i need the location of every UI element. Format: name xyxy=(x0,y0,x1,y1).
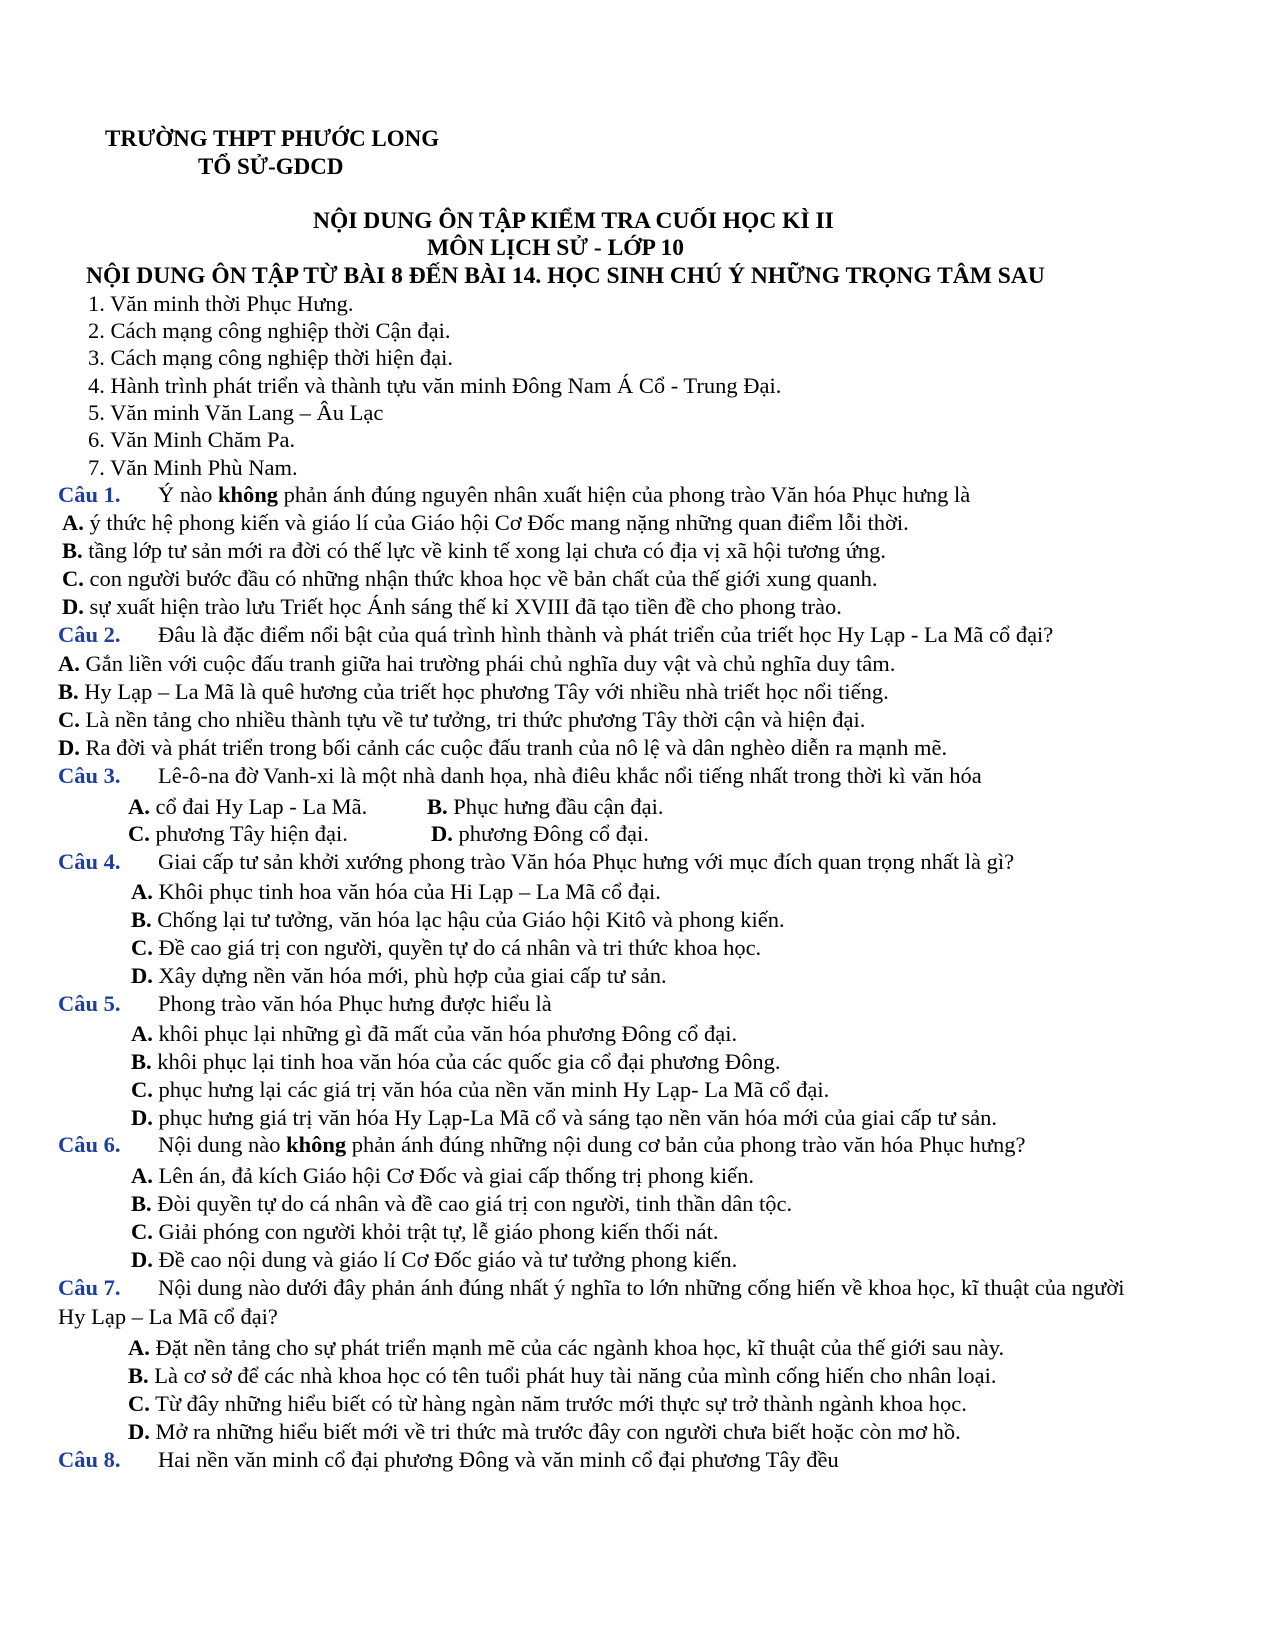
option-label: C. xyxy=(128,1391,150,1416)
option-text: sự xuất hiện trào lưu Triết học Ánh sáng thế kỉ XVIII đã tạo tiền đề cho phong trào. xyxy=(83,594,842,619)
answer-option xyxy=(128,820,348,848)
question-stem: Giai cấp tư sản khởi xướng phong trào Văn hóa Phục hưng với mục đích quan trọng nhất là gì? xyxy=(158,849,1015,874)
document-subject: MÔN LỊCH SỬ - LỚP 10 xyxy=(427,235,684,261)
question-stem: Ý nào xyxy=(158,482,218,507)
question-number: Câu 8. xyxy=(58,1447,121,1472)
answer-option xyxy=(128,793,367,821)
option-label: A. xyxy=(131,879,153,904)
question-stem-continued: Hy Lạp – La Mã cổ đại? xyxy=(58,1304,278,1329)
option-label: B. xyxy=(427,794,448,819)
answer-option xyxy=(131,906,785,934)
answer-option xyxy=(427,793,664,821)
option-text: Hy Lạp – La Mã là quê hương của triết học phương Tây với nhiều nhà triết học nổi tiếng. xyxy=(78,679,889,704)
option-label: B. xyxy=(131,1191,152,1216)
answer-option xyxy=(58,734,947,762)
answer-option xyxy=(62,593,842,621)
answer-option xyxy=(62,537,886,565)
option-text: phục hưng giá trị văn hóa Hy Lạp-La Mã cổ và sáng tạo nền văn hóa mới của giai cấp tư sản. xyxy=(152,1105,998,1130)
answer-option xyxy=(58,678,889,706)
option-label: B. xyxy=(62,538,83,563)
option-text: Phục hưng đầu cận đại. xyxy=(447,794,664,819)
answer-option xyxy=(131,1076,829,1104)
option-label: A. xyxy=(62,510,84,535)
document-scope: NỘI DUNG ÔN TẬP TỪ BÀI 8 ĐẾN BÀI 14. HỌC SINH CHÚ Ý NHỮNG TRỌNG TÂM SAU xyxy=(86,263,1045,289)
option-text: Là cơ sở để các nhà khoa học có tên tuổi phát huy tài năng của mình cống hiến cho nhân loại. xyxy=(148,1363,997,1388)
question-stem: Hai nền văn minh cổ đại phương Đông và văn minh cổ đại phương Tây đều xyxy=(158,1447,839,1472)
topic-item: 3. Cách mạng công nghiệp thời hiện đại. xyxy=(88,345,453,370)
question-stem: Phong trào văn hóa Phục hưng được hiểu là xyxy=(158,991,552,1016)
question-4 xyxy=(58,848,1014,876)
topic-item: 5. Văn minh Văn Lang – Âu Lạc xyxy=(88,400,384,425)
question-stem: Đâu là đặc điểm nổi bật của quá trình hình thành và phát triển của triết học Hy Lạp - La Mã cổ đại? xyxy=(158,622,1054,647)
option-text: Chống lại tư tưởng, văn hóa lạc hậu của Giáo hội Kitô và phong kiến. xyxy=(151,907,785,932)
option-label: B. xyxy=(58,679,79,704)
option-text: Khôi phục tinh hoa văn hóa của Hi Lạp – La Mã cổ đại. xyxy=(152,879,661,904)
answer-option xyxy=(62,509,909,537)
option-text: Ra đời và phát triển trong bối cảnh các cuộc đấu tranh của nô lệ và dân nghèo diễn ra mạnh mẽ. xyxy=(79,735,948,760)
option-text: ý thức hệ phong kiến và giáo lí của Giáo hội Cơ Đốc mang nặng những quan điểm lỗi thời. xyxy=(83,510,909,535)
option-text: cổ đai Hy Lap - La Mã. xyxy=(149,794,368,819)
option-text: phương Đông cổ đại. xyxy=(452,821,649,846)
topic-item: 7. Văn Minh Phù Nam. xyxy=(88,455,298,480)
answer-option xyxy=(431,820,649,848)
answer-option xyxy=(131,878,661,906)
topic-item: 1. Văn minh thời Phục Hưng. xyxy=(88,291,354,316)
question-number: Câu 3. xyxy=(58,763,121,788)
option-label: B. xyxy=(131,1049,152,1074)
question-6 xyxy=(58,1131,1025,1159)
option-text: Từ đây những hiểu biết có từ hàng ngàn năm trước mới thực sự trở thành ngành khoa học. xyxy=(149,1391,967,1416)
answer-option xyxy=(128,1418,961,1446)
option-text: Xây dựng nền văn hóa mới, phù hợp của giai cấp tư sản. xyxy=(152,963,667,988)
topic-item: 2. Cách mạng công nghiệp thời Cận đại. xyxy=(88,318,451,343)
answer-option xyxy=(131,1048,781,1076)
option-label: D. xyxy=(131,963,153,988)
answer-option xyxy=(131,962,667,990)
option-label: A. xyxy=(131,1021,153,1046)
topic-item: 6. Văn Minh Chăm Pa. xyxy=(88,427,296,452)
question-1 xyxy=(58,481,970,509)
option-text: phục hưng lại các giá trị văn hóa của nền văn minh Hy Lạp- La Mã cổ đại. xyxy=(152,1077,830,1102)
question-7 xyxy=(58,1274,1124,1302)
question-number: Câu 4. xyxy=(58,849,121,874)
question-number: Câu 1. xyxy=(58,482,121,507)
option-label: A. xyxy=(128,1335,150,1360)
answer-option xyxy=(58,706,865,734)
answer-option xyxy=(131,1020,737,1048)
question-number: Câu 5. xyxy=(58,991,121,1016)
question-stem: Nội dung nào xyxy=(158,1132,287,1157)
topic-item: 4. Hành trình phát triển và thành tựu văn minh Đông Nam Á Cổ - Trung Đại. xyxy=(88,373,782,398)
question-stem: phản ánh đúng những nội dung cơ bản của phong trào văn hóa Phục hưng? xyxy=(346,1132,1026,1157)
school-name: TRƯỜNG THPT PHƯỚC LONG xyxy=(105,126,440,151)
answer-option xyxy=(131,934,761,962)
option-label: B. xyxy=(128,1363,149,1388)
question-number: Câu 2. xyxy=(58,622,121,647)
option-label: B. xyxy=(131,907,152,932)
option-label: A. xyxy=(58,651,80,676)
question-stem-emphasis: không xyxy=(218,482,279,507)
option-text: Gắn liền với cuộc đấu tranh giữa hai trường phái chủ nghĩa duy vật và chủ nghĩa duy tâm. xyxy=(79,651,896,676)
question-5 xyxy=(58,990,552,1018)
answer-option xyxy=(131,1162,754,1190)
option-text: con người bước đầu có những nhận thức khoa học về bản chất của thế giới xung quanh. xyxy=(83,566,878,591)
option-text: tầng lớp tư sản mới ra đời có thế lực về kinh tế xong lại chưa có địa vị xã hội tương ứng. xyxy=(82,538,887,563)
department-name: TỔ SỬ-GDCD xyxy=(198,154,344,179)
option-label: D. xyxy=(131,1105,153,1130)
document-title: NỘI DUNG ÔN TẬP KIỂM TRA CUỐI HỌC KÌ II xyxy=(313,208,834,234)
option-text: khôi phục lại những gì đã mất của văn hóa phương Đông cổ đại. xyxy=(152,1021,738,1046)
option-label: C. xyxy=(131,1219,153,1244)
question-stem: phản ánh đúng nguyên nhân xuất hiện của phong trào Văn hóa Phục hưng là xyxy=(278,482,971,507)
answer-option xyxy=(128,1334,1004,1362)
option-label: D. xyxy=(131,1247,153,1272)
option-text: khôi phục lại tinh hoa văn hóa của các quốc gia cổ đại phương Đông. xyxy=(151,1049,781,1074)
option-label: C. xyxy=(131,935,153,960)
option-text: Giải phóng con người khỏi trật tự, lễ giáo phong kiến thối nát. xyxy=(152,1219,719,1244)
option-text: Lên án, đả kích Giáo hội Cơ Đốc và giai cấp thống trị phong kiến. xyxy=(152,1163,755,1188)
question-3 xyxy=(58,762,982,790)
answer-option xyxy=(128,1390,967,1418)
answer-option xyxy=(58,650,895,678)
option-text: Đề cao giá trị con người, quyền tự do cá nhân và tri thức khoa học. xyxy=(152,935,762,960)
answer-option xyxy=(131,1218,718,1246)
option-label: A. xyxy=(131,1163,153,1188)
question-number: Câu 7. xyxy=(58,1275,121,1300)
answer-option xyxy=(62,565,878,593)
answer-option xyxy=(131,1190,792,1218)
option-label: D. xyxy=(431,821,453,846)
question-stem: Nội dung nào dưới đây phản ánh đúng nhất ý nghĩa to lớn những cống hiến về khoa học, kĩ thuật của người xyxy=(158,1275,1125,1300)
question-stem-emphasis: không xyxy=(286,1132,347,1157)
answer-option xyxy=(128,1362,997,1390)
option-text: Đòi quyền tự do cá nhân và đề cao giá trị con người, tinh thần dân tộc. xyxy=(151,1191,793,1216)
answer-option xyxy=(131,1104,997,1132)
answer-option xyxy=(131,1246,737,1274)
option-label: D. xyxy=(62,594,84,619)
option-text: Là nền tảng cho nhiều thành tựu về tư tưởng, tri thức phương Tây thời cận và hiện đại. xyxy=(79,707,866,732)
option-text: Mở ra những hiểu biết mới về tri thức mà trước đây con người chưa biết hoặc còn mơ hồ. xyxy=(149,1419,961,1444)
question-2 xyxy=(58,621,1053,649)
option-label: C. xyxy=(131,1077,153,1102)
option-text: phương Tây hiện đại. xyxy=(149,821,348,846)
option-text: Đặt nền tảng cho sự phát triển mạnh mẽ của các ngành khoa học, kĩ thuật của thế giới sau này. xyxy=(149,1335,1005,1360)
option-label: D. xyxy=(128,1419,150,1444)
option-label: D. xyxy=(58,735,80,760)
question-8 xyxy=(58,1446,839,1474)
option-label: A. xyxy=(128,794,150,819)
question-number: Câu 6. xyxy=(58,1132,121,1157)
option-label: C. xyxy=(62,566,84,591)
option-label: C. xyxy=(128,821,150,846)
question-stem: Lê-ô-na đờ Vanh-xi là một nhà danh họa, nhà điêu khắc nổi tiếng nhất trong thời kì văn hóa xyxy=(158,763,982,788)
option-text: Đề cao nội dung và giáo lí Cơ Đốc giáo và tư tưởng phong kiến. xyxy=(152,1247,738,1272)
option-label: C. xyxy=(58,707,80,732)
